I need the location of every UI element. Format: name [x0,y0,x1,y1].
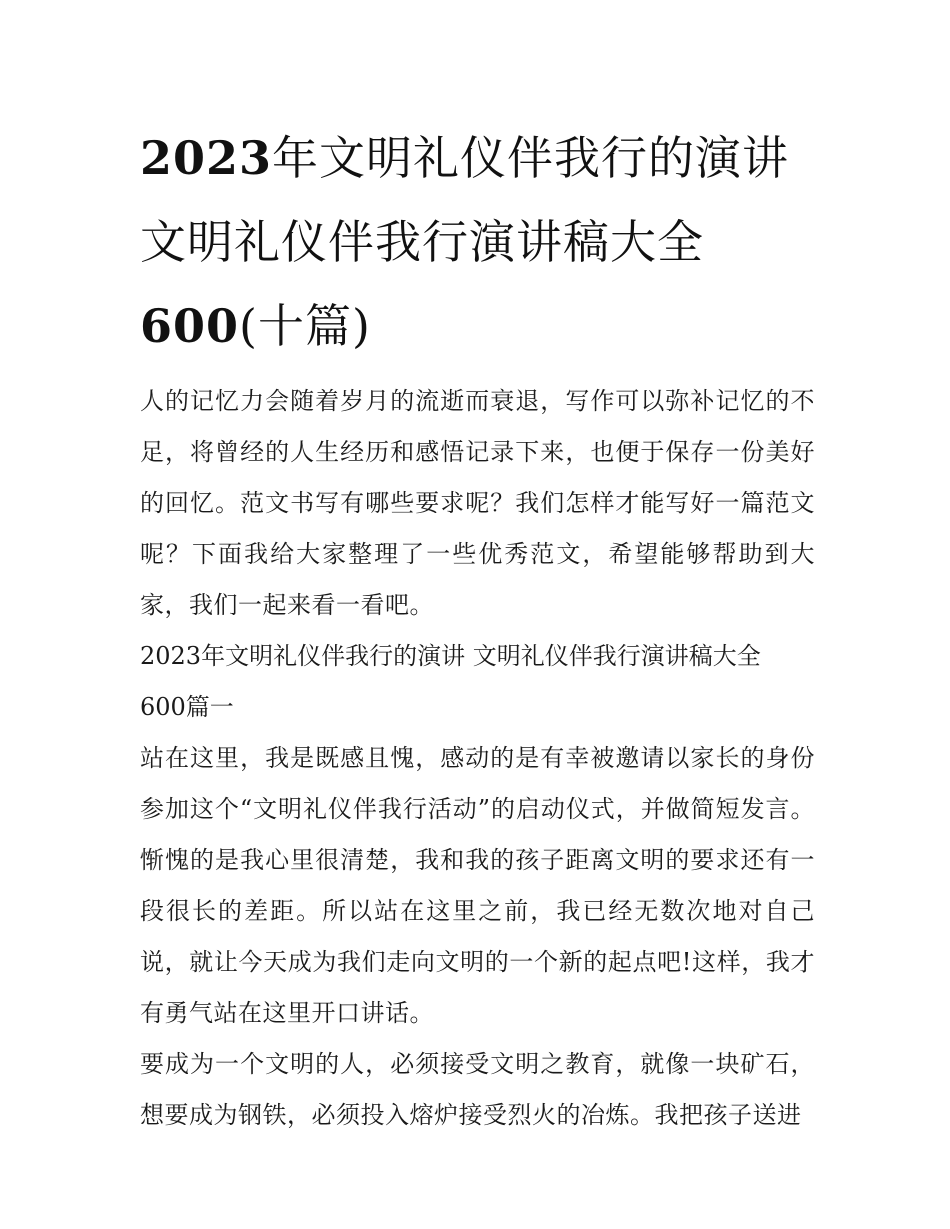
section-heading: 2023年文明礼仪伴我行的演讲 文明礼仪伴我行演讲稿大全600篇一 [140,642,761,721]
body-paragraph-2: 要成为一个文明的人，必须接受文明之教育，就像一块矿石，想要成为钢铁，必须投入熔炉接受烈火的冶炼。我把孩子送进 [140,1050,815,1129]
title-count: 600 [140,299,240,353]
document-page [140,116,815,1141]
intro-paragraph: 人的记忆力会随着岁月的流逝而衰退，写作可以弥补记忆的不足，将曾经的人生经历和感悟记录下来，也便于保存一份美好的回忆。范文书写有哪些要求呢？我们怎样才能写好一篇范文呢？下面我给大家整理了一些优秀范文，希望能够帮助到大家，我们一起来看一看吧。 [140,387,815,619]
title-line3: (十篇) [239,299,371,353]
body-paragraph-1: 站在这里，我是既感且愧，感动的是有幸被邀请以家长的身份参加这个“文明礼仪伴我行活动”的启动仪式，并做简短发言。惭愧的是我心里很清楚，我和我的孩子距离文明的要求还有一段很长的差距。所以站在这里之前，我已经无数次地对自己说，就让今天成为我们走向文明的一个新的起点吧!这样，我才有勇气站在这里开口讲话。 [140,744,815,1027]
title-line2: 文明礼仪伴我行演讲稿大全 [140,215,704,269]
title-line1: 年文明礼仪伴我行的演讲 [272,131,790,185]
document-title [140,116,815,368]
title-year: 2023 [140,131,273,185]
